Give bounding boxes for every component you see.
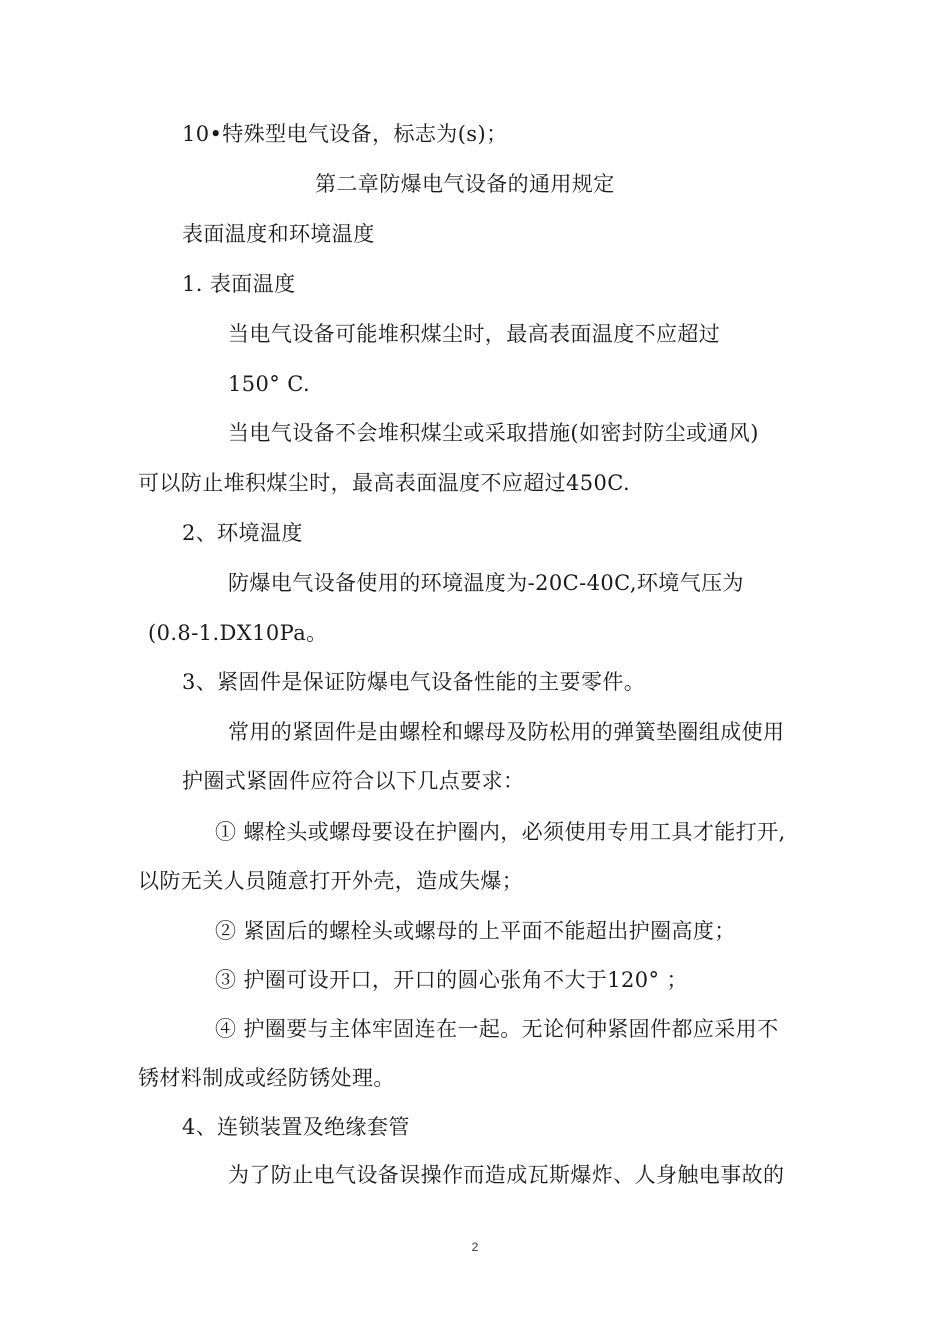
subheading-fasteners: 3、紧固件是保证防爆电气设备性能的主要零件。 [182, 670, 646, 694]
subheading-ambient-temperature: 2、环境温度 [182, 521, 303, 545]
paragraph-line: 常用的紧固件是由螺栓和螺母及防松用的弹簧垫圈组成使用 [228, 720, 785, 744]
list-item-continuation: 以防无关人员随意打开外壳，造成失爆； [138, 869, 524, 893]
list-item: ③ 护圈可设开口，开口的圆心张角不大于120° ； [215, 968, 688, 992]
list-item: ④ 护圈要与主体牢固连在一起。无论何种紧固件都应采用不 [215, 1017, 779, 1041]
paragraph-line: 可以防止堆积煤尘时，最高表面温度不应超过450C. [138, 471, 631, 495]
paragraph-line: 护圈式紧固件应符合以下几点要求： [182, 769, 525, 793]
page-number: 2 [471, 1240, 479, 1254]
section-heading-temperatures: 表面温度和环境温度 [182, 222, 375, 246]
list-item-continuation: 锈材料制成或经防锈处理。 [138, 1066, 395, 1090]
paragraph-line: 150° C. [228, 372, 311, 396]
paragraph-line: 防爆电气设备使用的环境温度为-20C-40C,环境气压为 [228, 571, 744, 595]
chapter-heading: 第二章防爆电气设备的通用规定 [315, 172, 615, 196]
text-line-special-equipment: 10•特殊型电气设备，标志为(s)； [182, 122, 508, 146]
list-item: ② 紧固后的螺栓头或螺母的上平面不能超出护圈高度； [215, 919, 736, 943]
list-item: ① 螺栓头或螺母要设在护圈内，必须使用专用工具才能打开, [215, 820, 786, 844]
paragraph-line: 当电气设备可能堆积煤尘时，最高表面温度不应超过 [228, 322, 721, 346]
paragraph-line: 当电气设备不会堆积煤尘或采取措施(如密封防尘或通风) [228, 421, 759, 445]
paragraph-line: 为了防止电气设备误操作而造成瓦斯爆炸、人身触电事故的 [228, 1163, 785, 1187]
paragraph-line: (0.8-1.DX10Pa。 [148, 621, 328, 645]
subheading-surface-temperature: 1. 表面温度 [182, 272, 296, 296]
subheading-interlock-device: 4、连锁装置及绝缘套管 [182, 1115, 410, 1139]
